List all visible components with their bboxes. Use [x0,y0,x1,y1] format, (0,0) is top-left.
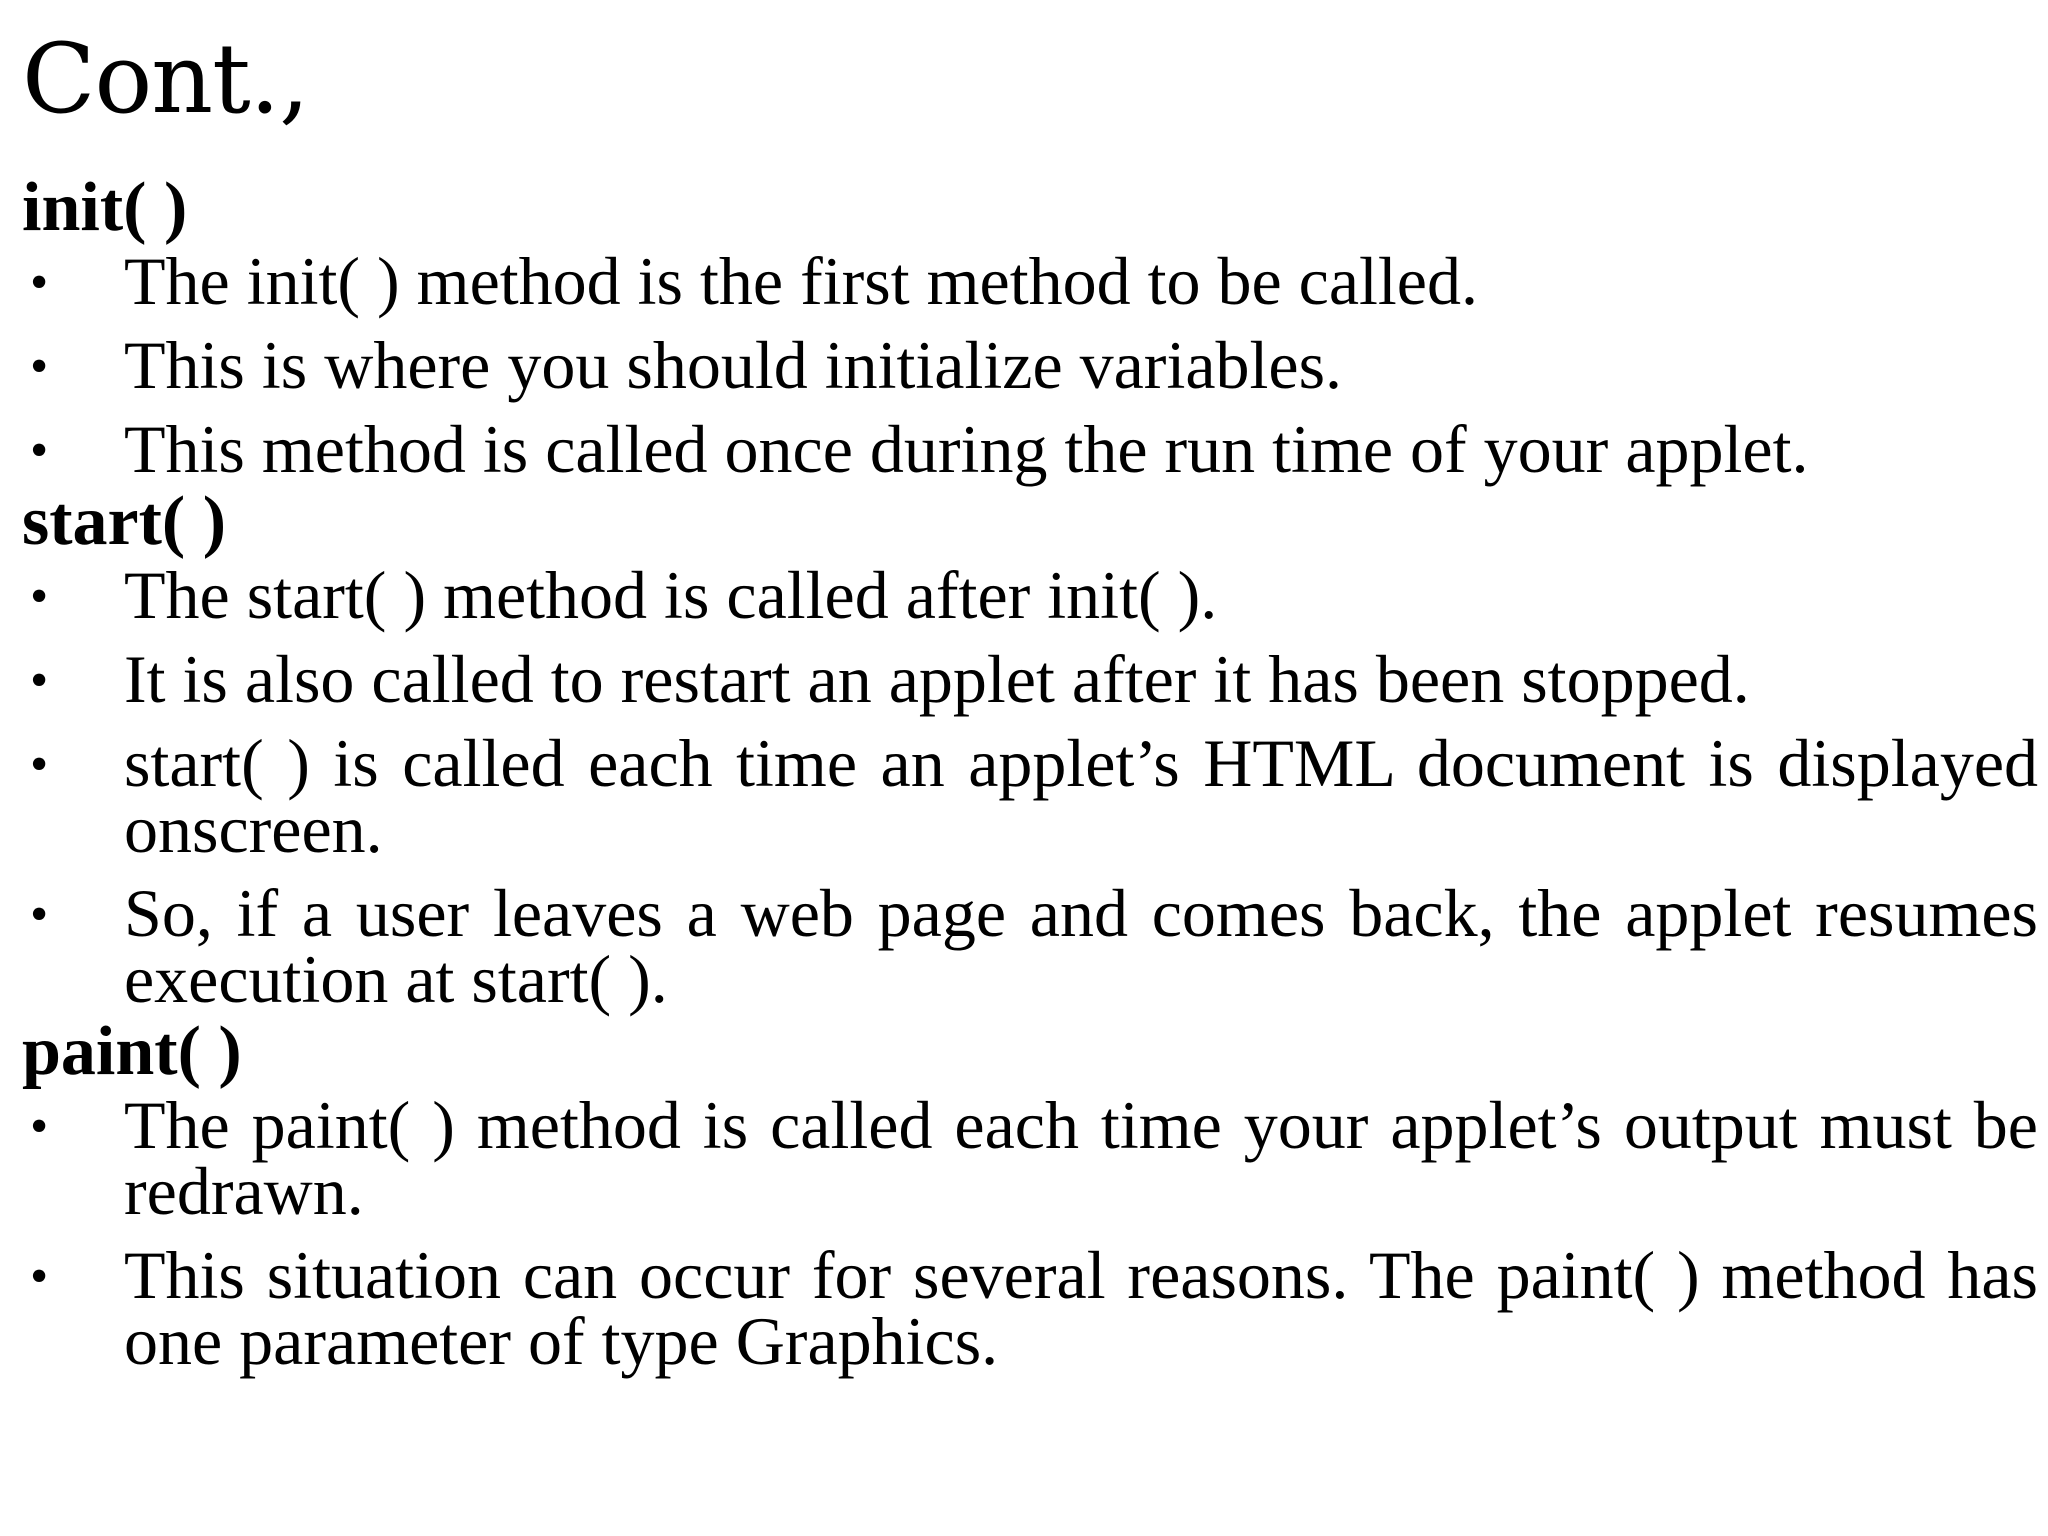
list-item [22,1237,2038,1379]
list-item [22,1087,2038,1229]
bullet-icon: • [30,652,49,709]
bullet-text: The paint( ) method is called each time your applet’s output must be redrawn. [124,1087,2038,1229]
bullet-list-paint [22,1087,2038,1379]
bullet-text: It is also called to restart an applet after it has been stopped. [124,641,1750,717]
bullet-text: The start( ) method is called after init( ). [124,557,1218,633]
section-start [22,482,2038,1017]
bullet-text: This situation can occur for several reasons. The paint( ) method has one parameter of type Graphics. [124,1237,2038,1379]
bullet-icon: • [30,886,49,943]
bullet-icon: • [30,422,49,479]
list-item [22,641,2038,717]
slide-title: Cont., [22,23,309,135]
bullet-text: This method is called once during the run time of your applet. [124,411,1809,487]
bullet-icon: • [30,1098,49,1155]
section-init [22,168,2038,487]
slide-content [22,168,2038,1379]
list-item [22,557,2038,633]
bullet-icon: • [30,568,49,625]
list-item [22,327,2038,403]
bullet-list-init [22,243,2038,487]
bullet-icon: • [30,254,49,311]
list-item [22,411,2038,487]
bullet-icon: • [30,1248,49,1305]
section-paint [22,1012,2038,1379]
bullet-text: This is where you should initialize variables. [124,327,1343,403]
list-item [22,725,2038,867]
bullet-text: So, if a user leaves a web page and comes back, the applet resumes execution at start( ). [124,875,2038,1017]
section-heading-start: start( ) [22,483,227,560]
bullet-text: start( ) is called each time an applet’s HTML document is displayed onscreen. [124,725,2038,867]
section-heading-init: init( ) [22,169,188,246]
section-heading-paint: paint( ) [22,1013,242,1090]
bullet-icon: • [30,338,49,395]
list-item [22,243,2038,319]
bullet-list-start [22,557,2038,1017]
bullet-text: The init( ) method is the first method to be called. [124,243,1478,319]
bullet-icon: • [30,736,49,793]
list-item [22,875,2038,1017]
